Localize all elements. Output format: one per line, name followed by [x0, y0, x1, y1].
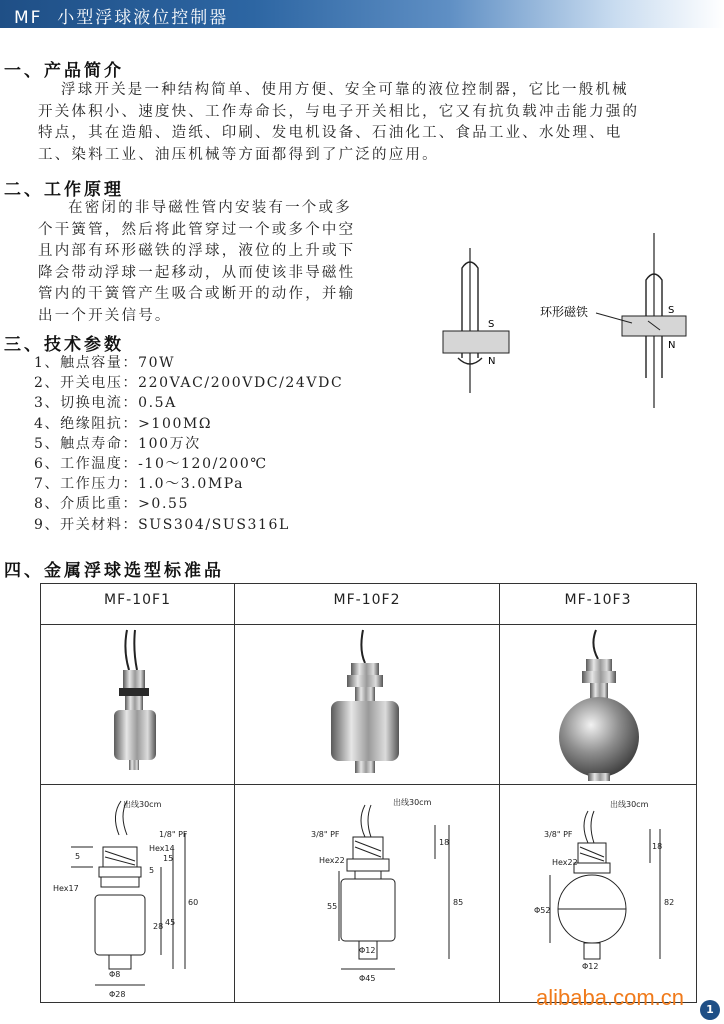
dimension-label: 5	[75, 852, 81, 861]
hex-label: Hex14	[149, 844, 175, 853]
drawing-mf-10f3	[500, 785, 696, 1003]
intro-line: 工、染料工业、油压机械等方面都得到了广泛的应用。	[38, 146, 439, 163]
lead-length-label: 出线30cm	[393, 798, 432, 807]
lead-length-label: 出线30cm	[610, 800, 649, 809]
principle-line: 降会带动浮球一起移动，从而使该非导磁性	[38, 264, 356, 281]
model-header: MF-10F3	[564, 592, 632, 608]
lead-length-label: 出线30cm	[123, 800, 162, 809]
drawing-mf-10f1	[41, 785, 234, 1003]
n-pole-label: N	[668, 340, 676, 351]
product-photo-mf-10f2	[235, 625, 499, 784]
dimension-label: 18	[652, 842, 663, 851]
model-header: MF-10F2	[333, 592, 401, 608]
reed-switch-left	[443, 248, 509, 393]
dimension-label: 28	[153, 922, 164, 931]
dimension-label: 82	[664, 898, 675, 907]
spec-item: 8、介质比重：>0.55	[34, 496, 190, 513]
intro-line: 开关体积小、速度快、工作寿命长，与电子开关相比，它又有抗负载冲击能力强的	[38, 103, 640, 120]
ring-magnet-label: 环形磁铁	[540, 305, 589, 319]
s-pole-label: S	[668, 305, 675, 316]
dimension-label: 18	[439, 838, 450, 847]
spec-item: 1、触点容量：70W	[34, 355, 176, 371]
dimension-label: 60	[188, 898, 199, 907]
hex-label: Hex17	[53, 884, 79, 893]
model-header: MF-10F1	[104, 592, 171, 608]
dimension-label: Φ28	[109, 990, 126, 999]
intro-line: 浮球开关是一种结构简单、使用方便、安全可靠的液位控制器，它比一般机械	[61, 82, 629, 98]
principle-diagram	[436, 228, 716, 413]
intro-line: 特点，其在造船、造纸、印刷、发电机设备、石油化工、食品工业、水处理、电	[38, 125, 623, 141]
s-pole-label: S	[488, 319, 495, 330]
principle-line: 个干簧管，然后将此管穿过一个或多个中空	[38, 221, 356, 238]
spec-item: 4、绝缘阻抗：>100MΩ	[34, 415, 213, 432]
thread-label: 1/8" PF	[159, 830, 188, 839]
product-photo-mf-10f3	[500, 625, 696, 784]
spec-item: 2、开关电压：220VAC/200VDC/24VDC	[34, 375, 344, 392]
spec-item: 6、工作温度：-10～120/200℃	[34, 456, 268, 473]
dimension-label: Φ52	[534, 906, 551, 915]
drawing-mf-10f2	[235, 785, 499, 1003]
dimension-label: 15	[163, 854, 174, 863]
thread-label: 3/8" PF	[544, 830, 573, 839]
reed-switch-right	[622, 233, 686, 408]
n-pole-label: N	[488, 356, 496, 367]
product-photo-mf-10f1	[41, 625, 234, 784]
specs-list	[34, 353, 343, 535]
spec-item: 5、触点寿命：100万次	[34, 435, 201, 452]
principle-heading: 二、工作原理	[4, 180, 124, 200]
dimension-label: Φ45	[359, 974, 376, 983]
principle-line: 出一个开关信号。	[38, 307, 172, 324]
dimension-label: Φ12	[359, 946, 376, 955]
spec-item: 7、工作压力：1.0～3.0MPa	[34, 476, 245, 493]
hex-label: Hex22	[552, 858, 578, 867]
hex-label: Hex22	[319, 856, 345, 865]
product-table	[40, 583, 697, 1003]
thread-label: 3/8" PF	[311, 830, 340, 839]
intro-text	[38, 80, 718, 166]
dimension-label: Φ8	[109, 970, 121, 979]
principle-line: 在密闭的非导磁性管内安装有一个或多	[68, 200, 352, 216]
spec-item: 3、切换电流：0.5A	[34, 395, 177, 412]
intro-heading: 一、产品简介	[4, 61, 124, 81]
watermark: alibaba.com.cn	[536, 985, 684, 1010]
page-number: 1	[700, 1000, 720, 1020]
products-heading: 四、金属浮球选型标准品	[4, 561, 224, 581]
principle-text	[38, 198, 398, 327]
dimension-label: 55	[327, 902, 338, 911]
spec-item: 9、开关材料：SUS304/SUS316L	[34, 516, 290, 533]
principle-line: 管内的干簧管产生吸合或断开的动作，并输	[38, 286, 356, 302]
dimension-label: 5	[149, 866, 155, 875]
dimension-label: 85	[453, 898, 464, 907]
page-title: MF 小型浮球液位控制器	[14, 8, 229, 28]
dimension-label: Φ12	[582, 962, 599, 971]
specs-heading: 三、技术参数	[4, 335, 124, 355]
principle-line: 且内部有环形磁铁的浮球，液位的上升或下	[38, 243, 356, 259]
dimension-label: 45	[165, 918, 176, 927]
